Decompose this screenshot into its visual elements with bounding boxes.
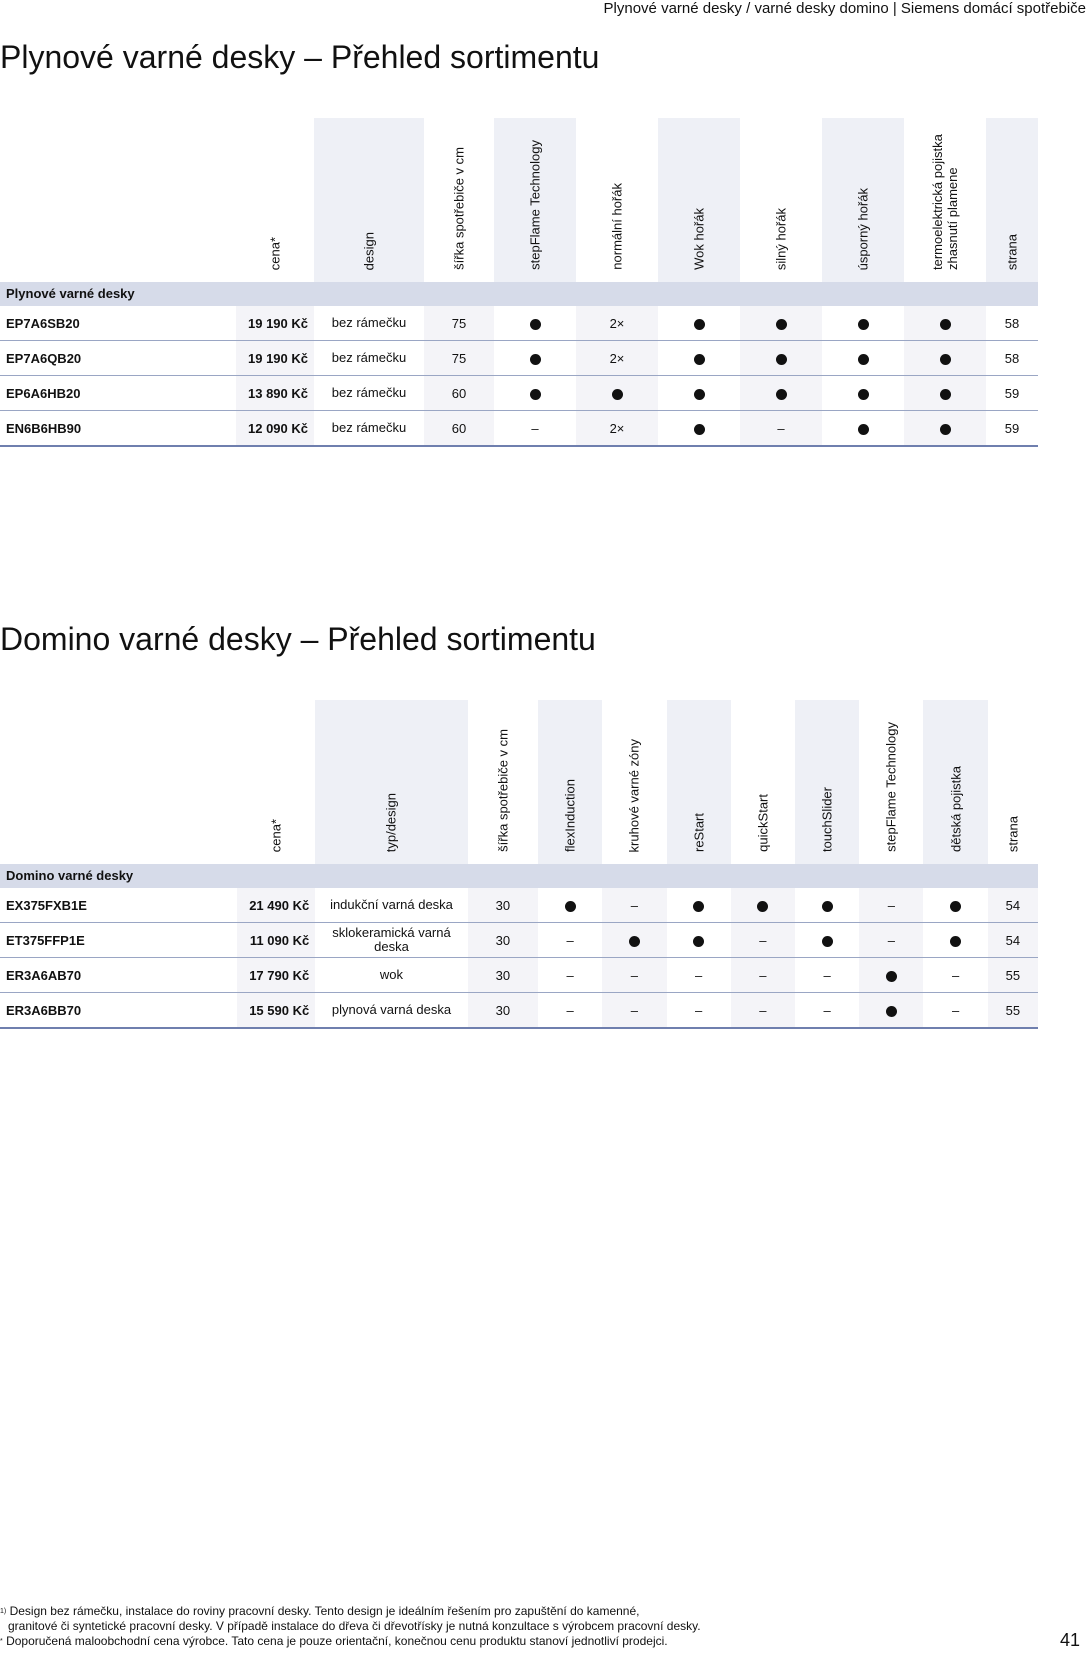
filled-dot-icon [612,389,623,400]
footnote-1 [0,1604,1000,1619]
feature-cell: – [667,993,731,1029]
feature-cell: 60 [424,411,494,447]
filled-dot-icon [693,936,704,947]
filled-dot-icon [776,389,787,400]
feature-cell: 2× [576,306,658,341]
domino-product-row [0,958,1038,993]
filled-dot-icon [693,901,704,912]
feature-cell: 30 [468,923,538,958]
footnote-1-line-2: granitové či syntetické pracovní desky. V případě instalace do dřeva či dřevotřísky je nutná konzultace s výrobcem pracovní desky. [8,1619,701,1633]
feature-cell [904,306,986,341]
feature-cell: 30 [468,958,538,993]
feature-cell [740,376,822,411]
gas-group-label: Plynové varné desky [0,282,1038,306]
gas-product-row [0,376,1038,411]
gas-product-row [0,341,1038,376]
gas-header: úsporný hořák [822,118,904,282]
domino-header: quickStart [755,794,771,852]
domino-product-row [0,923,1038,958]
footnote-2-mark: * [0,1638,3,1645]
feature-cell [923,888,987,923]
gas-group-row [0,282,1038,306]
filled-dot-icon [940,424,951,435]
gas-header: design [314,118,424,282]
model-name: EP7A6QB20 [0,341,236,376]
feature-cell [923,923,987,958]
filled-dot-icon [694,319,705,330]
feature-cell [859,993,923,1029]
domino-header: kruhové varné zóny [626,738,642,852]
feature-cell: 30 [468,993,538,1029]
feature-cell: 54 [988,888,1038,923]
model-name: EP6A6HB20 [0,376,236,411]
gas-header: šířka spotřebiče v cm [451,147,467,270]
filled-dot-icon [950,901,961,912]
domino-header: dětská pojistka [923,700,987,864]
filled-dot-icon [694,354,705,365]
filled-dot-icon [858,354,869,365]
filled-dot-icon [858,319,869,330]
domino-section-title: Domino varné desky – Přehled sortimentu [0,621,596,657]
feature-cell: – [795,958,859,993]
gas-header: normální hořák [609,183,625,270]
filled-dot-icon [858,424,869,435]
feature-cell: 75 [424,341,494,376]
feature-cell [658,411,740,447]
feature-cell: – [602,888,666,923]
feature-cell: 55 [988,993,1038,1029]
filled-dot-icon [694,389,705,400]
design-cell: bez rámečku [314,376,424,411]
feature-cell: – [795,993,859,1029]
feature-cell [658,376,740,411]
price: 21 490 Kč [237,888,315,923]
filled-dot-icon [694,424,705,435]
feature-cell [795,888,859,923]
price: 12 090 Kč [236,411,314,447]
feature-cell: – [740,411,822,447]
gas-header: Wok hořák [658,118,740,282]
gas-product-row [0,306,1038,341]
price: 15 590 Kč [237,993,315,1029]
design-cell: sklokeramická varná deska [315,923,468,958]
design-cell: bez rámečku [314,306,424,341]
feature-cell: 2× [576,411,658,447]
footnote-1-mark: 1) [0,1608,7,1615]
filled-dot-icon [530,389,541,400]
feature-cell: – [602,958,666,993]
feature-cell: – [538,923,602,958]
model-name: ET375FFP1E [0,923,237,958]
design-cell: indukční varná deska [315,888,468,923]
filled-dot-icon [886,971,897,982]
gas-header-row [0,118,1038,282]
feature-cell: – [538,993,602,1029]
gas-header: stepFlame Technology [494,118,576,282]
running-head: Plynové varné desky / varné desky domino | Siemens domácí spotřebiče [603,0,1086,17]
feature-cell [904,341,986,376]
filled-dot-icon [940,354,951,365]
price: 11 090 Kč [237,923,315,958]
footnote-2-text: Doporučená maloobchodní cena výrobce. Tato cena je pouze orientační, konečnou cenu produktu stanoví jednotliví prodejci. [6,1634,668,1648]
domino-header: touchSlider [795,700,859,864]
feature-cell: 58 [986,341,1038,376]
domino-header: stepFlame Technology [883,722,899,852]
filled-dot-icon [950,936,961,947]
feature-cell: – [859,923,923,958]
feature-cell [904,411,986,447]
filled-dot-icon [858,389,869,400]
feature-cell [667,888,731,923]
domino-group-label: Domino varné desky [0,864,1038,888]
filled-dot-icon [886,1006,897,1017]
gas-header: cena* [267,236,283,270]
gas-header: termoelektrická pojistka zhasnutí plamene [930,134,960,270]
filled-dot-icon [940,389,951,400]
feature-cell [740,341,822,376]
feature-cell: – [731,958,795,993]
feature-cell [658,341,740,376]
price: 19 190 Kč [236,306,314,341]
feature-cell: – [494,411,576,447]
design-cell: plynová varná deska [315,993,468,1029]
domino-header-row [0,700,1038,864]
feature-cell [731,888,795,923]
feature-cell [494,306,576,341]
price: 19 190 Kč [236,341,314,376]
page-number: 41 [1059,1630,1080,1650]
feature-cell: 59 [986,376,1038,411]
feature-cell [859,958,923,993]
feature-cell [904,376,986,411]
domino-product-row [0,888,1038,923]
feature-cell [494,376,576,411]
filled-dot-icon [565,901,576,912]
feature-cell: 59 [986,411,1038,447]
filled-dot-icon [940,319,951,330]
feature-cell: – [859,888,923,923]
filled-dot-icon [530,319,541,330]
feature-cell [822,376,904,411]
price: 13 890 Kč [236,376,314,411]
feature-cell [795,923,859,958]
gas-header: strana [986,118,1038,282]
footnote-2 [0,1634,1000,1649]
feature-cell: – [731,923,795,958]
domino-header: reStart [667,700,731,864]
feature-cell: – [667,958,731,993]
domino-header: strana [1005,815,1021,852]
filled-dot-icon [776,354,787,365]
feature-cell [658,306,740,341]
domino-overview-table [0,700,1038,1029]
feature-cell [494,341,576,376]
feature-cell [602,923,666,958]
feature-cell: – [538,958,602,993]
model-name: EN6B6HB90 [0,411,236,447]
gas-product-row [0,411,1038,447]
filled-dot-icon [629,936,640,947]
design-cell: bez rámečku [314,341,424,376]
feature-cell: 30 [468,888,538,923]
filled-dot-icon [530,354,541,365]
feature-cell: 2× [576,341,658,376]
design-cell: bez rámečku [314,411,424,447]
feature-cell: 75 [424,306,494,341]
footnotes [0,1604,1000,1649]
model-name: ER3A6AB70 [0,958,237,993]
feature-cell: 60 [424,376,494,411]
footnote-1-cont [0,1619,1000,1634]
feature-cell [667,923,731,958]
filled-dot-icon [757,901,768,912]
footnote-1-line-1: Design bez rámečku, instalace do roviny pracovní desky. Tento design je ideálním řešením pro zapuštění do kamenné, [9,1604,640,1618]
filled-dot-icon [822,936,833,947]
feature-cell [822,306,904,341]
model-name: ER3A6BB70 [0,993,237,1029]
price: 17 790 Kč [237,958,315,993]
feature-cell [538,888,602,923]
feature-cell: – [731,993,795,1029]
feature-cell: 54 [988,923,1038,958]
feature-cell [576,376,658,411]
feature-cell [740,306,822,341]
gas-header: silný hořák [773,207,789,270]
feature-cell: 58 [986,306,1038,341]
gas-section-title: Plynové varné desky – Přehled sortimentu [0,39,600,75]
feature-cell: – [923,993,987,1029]
filled-dot-icon [822,901,833,912]
gas-overview-table [0,118,1038,447]
feature-cell: 55 [988,958,1038,993]
feature-cell [822,411,904,447]
domino-group-row [0,864,1038,888]
feature-cell [822,341,904,376]
domino-header: šířka spotřebiče v cm [495,729,511,852]
filled-dot-icon [776,319,787,330]
feature-cell: – [602,993,666,1029]
design-cell: wok [315,958,468,993]
model-name: EX375FXB1E [0,888,237,923]
model-name: EP7A6SB20 [0,306,236,341]
domino-product-row [0,993,1038,1029]
feature-cell: – [923,958,987,993]
domino-header: typ/design [315,700,468,864]
domino-header: cena* [268,818,284,852]
domino-header: flexInduction [538,700,602,864]
